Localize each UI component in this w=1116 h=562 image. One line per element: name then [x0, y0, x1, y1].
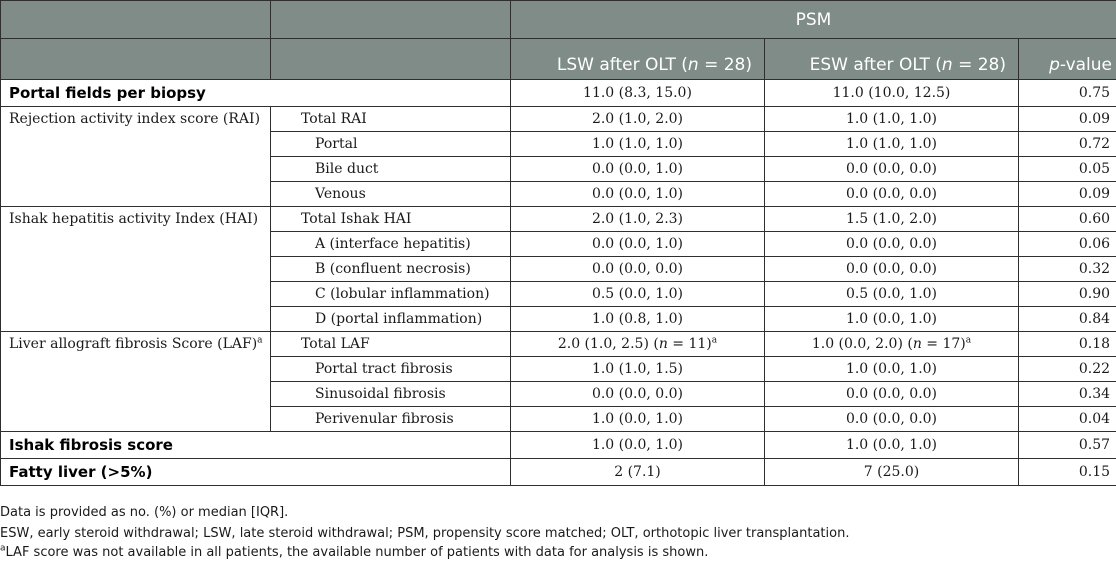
footnote-laf: $^a$LAF score was not available in all patients, the available number of patients with data for analysis is shown. — [0, 543, 709, 560]
footnote-abbreviations: ESW, early steroid withdrawal; LSW, late steroid withdrawal; PSM, propensity score matched; OLT, orthotopic liver transplantation. — [0, 526, 850, 541]
table-row — [1, 432, 1116, 459]
cell-esw: 0.0 (0.0, 0.0) — [765, 382, 1019, 407]
cell-pvalue: 0.60 — [1019, 207, 1116, 232]
cell-pvalue: 0.04 — [1019, 407, 1116, 432]
cell-lsw: 2 (7.1) — [511, 459, 765, 486]
row-label: Sinusoidal fibrosis — [271, 382, 511, 407]
header-blank-2 — [271, 1, 511, 39]
cell-lsw: 1.0 (0.8, 1.0) — [511, 307, 765, 332]
group-label-laf: Liver allograft fibrosis Score (LAF)$^a$ — [1, 332, 271, 432]
cell-esw: 1.0 (0.0, 1.0) — [765, 307, 1019, 332]
row-label: Venous — [271, 182, 511, 207]
cell-esw: 0.0 (0.0, 0.0) — [765, 157, 1019, 182]
row-label-fatty-liver: Fatty liver (>5%) — [1, 459, 511, 486]
row-label-portal-fields: Portal fields per biopsy — [1, 80, 511, 107]
row-label: A (interface hepatitis) — [271, 232, 511, 257]
cell-lsw: 0.0 (0.0, 1.0) — [511, 232, 765, 257]
table-row — [1, 107, 1116, 132]
group-label-hai: Ishak hepatitis activity Index (HAI) — [1, 207, 271, 332]
header-blank-1 — [1, 1, 271, 39]
header-blank-3 — [1, 39, 271, 80]
cell-lsw: 2.0 (1.0, 2.0) — [511, 107, 765, 132]
cell-pvalue: 0.18 — [1019, 332, 1116, 357]
row-label: Bile duct — [271, 157, 511, 182]
row-label: Portal tract fibrosis — [271, 357, 511, 382]
cell-lsw: 11.0 (8.3, 15.0) — [511, 80, 765, 107]
cell-lsw: 0.0 (0.0, 0.0) — [511, 382, 765, 407]
cell-lsw: 2.0 (1.0, 2.5) (n = 11)$^a$ — [511, 332, 765, 357]
header-pvalue: p-value — [1019, 39, 1116, 80]
row-label: D (portal inflammation) — [271, 307, 511, 332]
cell-esw: 1.0 (0.0, 1.0) — [765, 357, 1019, 382]
cell-lsw: 1.0 (1.0, 1.0) — [511, 132, 765, 157]
table-row — [1, 80, 1116, 107]
row-label: Perivenular fibrosis — [271, 407, 511, 432]
row-label: Total LAF — [271, 332, 511, 357]
cell-esw: 0.0 (0.0, 0.0) — [765, 182, 1019, 207]
cell-pvalue: 0.75 — [1019, 80, 1116, 107]
cell-lsw: 1.0 (1.0, 1.5) — [511, 357, 765, 382]
row-label: Total RAI — [271, 107, 511, 132]
cell-lsw: 0.5 (0.0, 1.0) — [511, 282, 765, 307]
cell-esw: 11.0 (10.0, 12.5) — [765, 80, 1019, 107]
header-blank-4 — [271, 39, 511, 80]
cell-lsw: 1.0 (0.0, 1.0) — [511, 407, 765, 432]
cell-esw: 1.0 (1.0, 1.0) — [765, 132, 1019, 157]
cell-esw: 0.0 (0.0, 0.0) — [765, 232, 1019, 257]
cell-pvalue: 0.09 — [1019, 107, 1116, 132]
header-psm: PSM — [511, 1, 1116, 39]
cell-lsw: 1.0 (0.0, 1.0) — [511, 432, 765, 459]
header-row-2 — [1, 39, 1116, 80]
cell-pvalue: 0.05 — [1019, 157, 1116, 182]
cell-esw: 0.5 (0.0, 1.0) — [765, 282, 1019, 307]
cell-pvalue: 0.34 — [1019, 382, 1116, 407]
header-esw: ESW after OLT (n = 28) — [765, 39, 1019, 80]
table-row — [1, 207, 1116, 232]
cell-pvalue: 0.06 — [1019, 232, 1116, 257]
row-label: C (lobular inflammation) — [271, 282, 511, 307]
cell-esw: 1.0 (1.0, 1.0) — [765, 107, 1019, 132]
cell-pvalue: 0.84 — [1019, 307, 1116, 332]
group-label-rai: Rejection activity index score (RAI) — [1, 107, 271, 207]
cell-esw: 0.0 (0.0, 0.0) — [765, 407, 1019, 432]
cell-esw: 1.5 (1.0, 2.0) — [765, 207, 1019, 232]
table-row — [1, 459, 1116, 486]
cell-pvalue: 0.72 — [1019, 132, 1116, 157]
footnote-data-format: Data is provided as no. (%) or median [IQR]. — [0, 505, 289, 520]
cell-lsw: 0.0 (0.0, 1.0) — [511, 182, 765, 207]
table-row — [1, 332, 1116, 357]
cell-pvalue: 0.32 — [1019, 257, 1116, 282]
row-label-ishak-fibrosis: Ishak fibrosis score — [1, 432, 511, 459]
cell-esw: 7 (25.0) — [765, 459, 1019, 486]
cell-pvalue: 0.90 — [1019, 282, 1116, 307]
header-lsw: LSW after OLT (n = 28) — [511, 39, 765, 80]
row-label: Portal — [271, 132, 511, 157]
cell-pvalue: 0.57 — [1019, 432, 1116, 459]
cell-pvalue: 0.09 — [1019, 182, 1116, 207]
cell-lsw: 0.0 (0.0, 0.0) — [511, 257, 765, 282]
cell-lsw: 0.0 (0.0, 1.0) — [511, 157, 765, 182]
cell-pvalue: 0.15 — [1019, 459, 1116, 486]
cell-esw: 1.0 (0.0, 1.0) — [765, 432, 1019, 459]
row-label: Total Ishak HAI — [271, 207, 511, 232]
cell-esw: 0.0 (0.0, 0.0) — [765, 257, 1019, 282]
row-label: B (confluent necrosis) — [271, 257, 511, 282]
cell-esw: 1.0 (0.0, 2.0) (n = 17)$^a$ — [765, 332, 1019, 357]
header-row-1 — [1, 1, 1116, 39]
cell-pvalue: 0.22 — [1019, 357, 1116, 382]
cell-lsw: 2.0 (1.0, 2.3) — [511, 207, 765, 232]
